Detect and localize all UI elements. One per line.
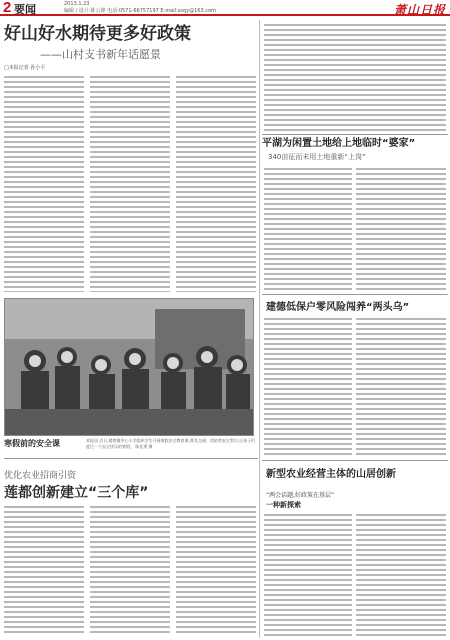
story-5-body-col-1 (4, 504, 84, 636)
story-2-subheadline: 340亩征而未用土地重新“上岗” (268, 153, 366, 161)
story-2-intro (264, 22, 446, 132)
masthead (0, 0, 450, 16)
story-4-body-col-1 (264, 512, 352, 636)
lead-subheadline: ——山村支书新年话愿景 (40, 48, 161, 61)
issue-editor-contact: 编辑 / 设计:陈云锋 电话:0571-66757197 E-mail:ssqy@163.com (64, 8, 216, 14)
column-divider (259, 20, 260, 465)
story-5-body-col-2 (90, 504, 170, 636)
lead-headline: 好山好水期待更多好政策 (4, 24, 191, 44)
story-4-headline: 新型农业经营主体的山居创新 (266, 469, 396, 480)
photo-caption-title: 寒假前的安全课 (4, 439, 60, 448)
lead-body-col-3 (176, 74, 256, 292)
story-2-body-col-1 (264, 166, 352, 290)
story-divider (262, 134, 448, 135)
children-class-photo (5, 299, 253, 435)
story-3-headline: 建德低保户零风险闯养“两头乌” (266, 302, 410, 313)
story-3-body-col-2 (356, 316, 446, 456)
story-4-kicker: “两会话题,好政策在基层” (266, 492, 335, 499)
column-divider (259, 462, 260, 638)
news-photo (4, 298, 254, 436)
issue-info (64, 1, 216, 15)
page-number: 2 (3, 0, 12, 16)
story-2-body-col-2 (356, 166, 446, 290)
lead-body-col-1 (4, 74, 84, 292)
story-3-body-col-1 (264, 316, 352, 456)
story-4-subheadline: 一种新探索 (266, 501, 301, 509)
paper-name: 萧山日报 (393, 3, 446, 17)
section-name: 要闻 (14, 3, 36, 16)
story-divider (262, 460, 448, 461)
photo-caption-text: 本报讯 近日,楼塔镇中心小学组织学生开展寒假安全教育课,普及交通、消防等安全常识,让孩子们度过一个安全快乐的寒假。 陈佳勇 摄 (86, 438, 256, 449)
story-4-body-col-2 (356, 512, 446, 636)
story-5-body-col-3 (176, 504, 256, 636)
story-5-headline: 莲都创新建立“三个库” (4, 485, 149, 501)
story-5-subheadline: 优化农业招商引资 (4, 471, 77, 481)
lead-byline: □本报记者 孙小平 (4, 65, 46, 71)
issue-date: 2013.1.23 (64, 1, 90, 7)
section-divider (4, 458, 258, 459)
lead-body-col-2 (90, 74, 170, 292)
story-divider (262, 294, 448, 295)
story-2-headline: 平湖为闲置土地给上地临时“婆家” (262, 138, 416, 149)
